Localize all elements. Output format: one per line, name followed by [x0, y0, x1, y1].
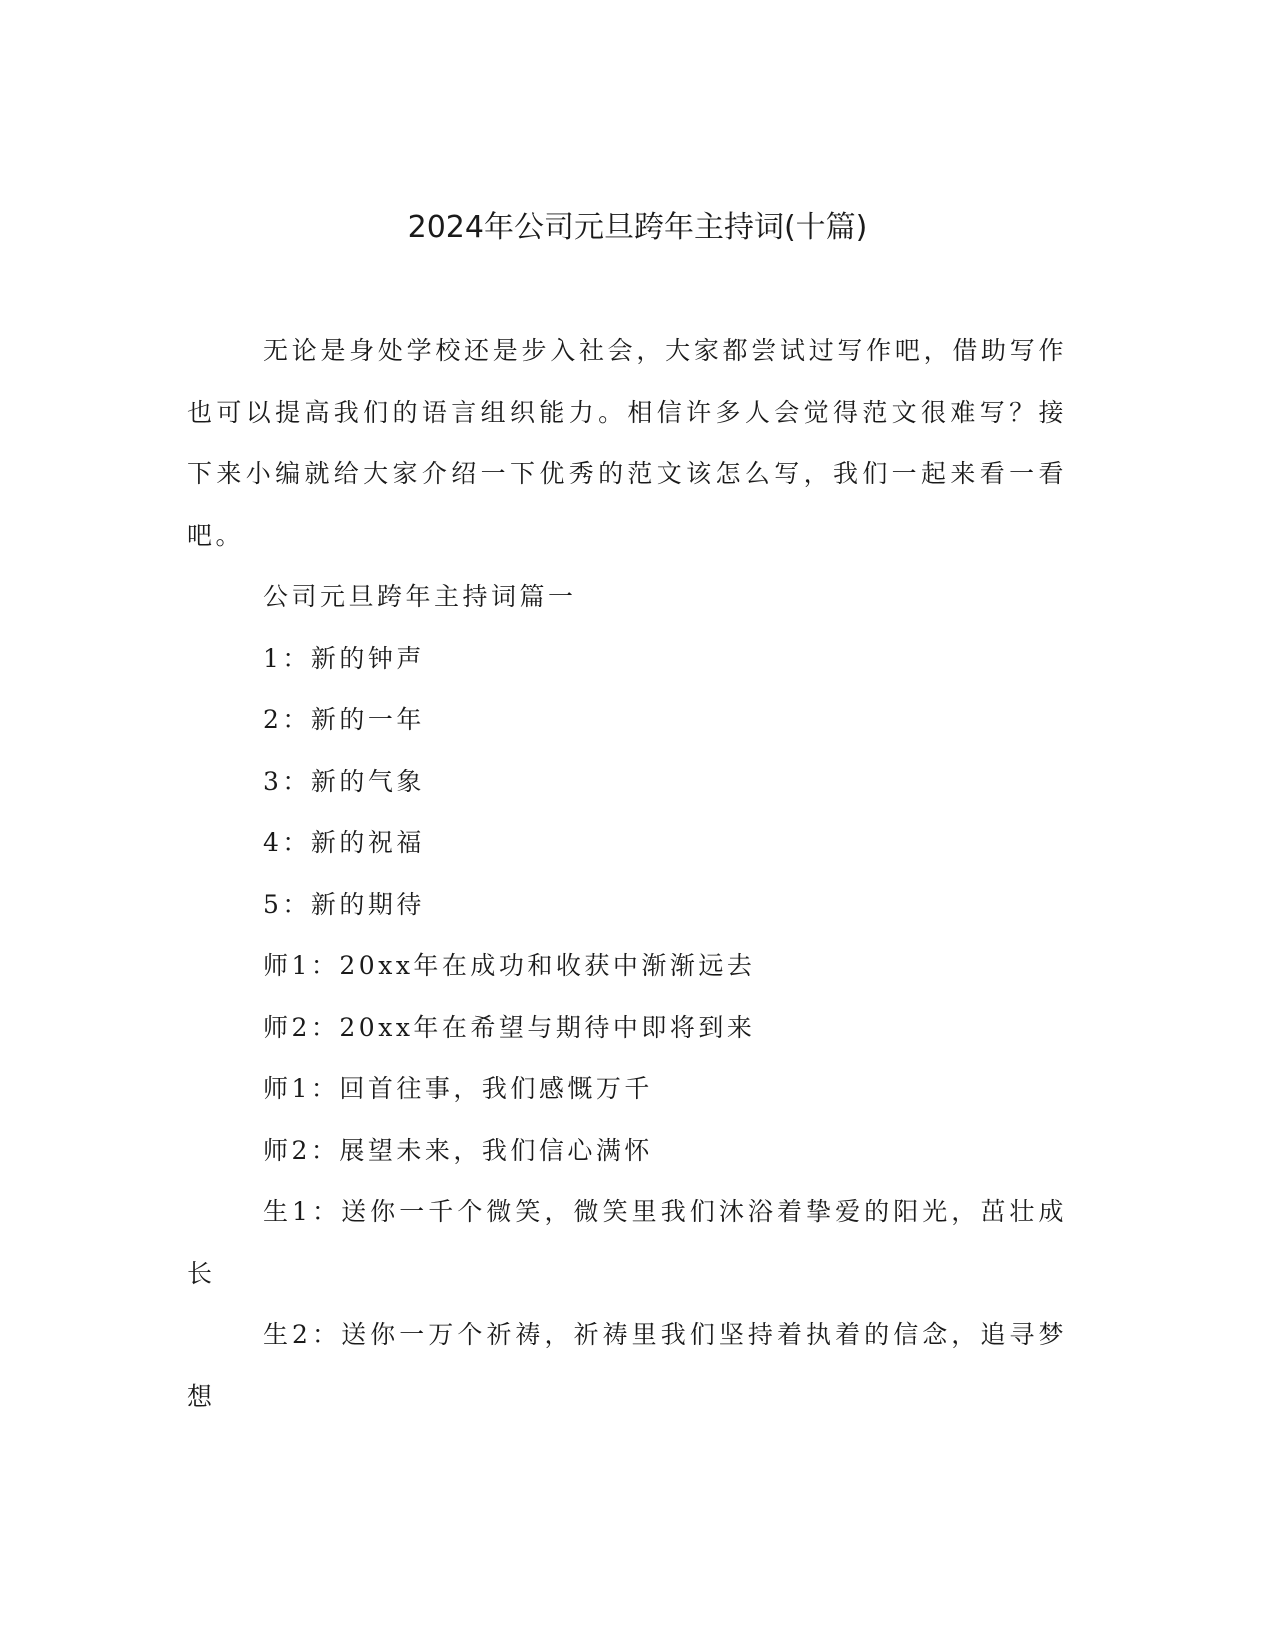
document-title: 2024年公司元旦跨年主持词(十篇) [407, 210, 868, 245]
script-line: 1：新的钟声 [263, 643, 425, 673]
script-line: 3：新的气象 [263, 766, 425, 796]
section-heading: 公司元旦跨年主持词篇一 [263, 582, 577, 611]
script-line: 生2：送你一万个祈祷，祈祷里我们坚持着执着的信念，追寻梦想 [187, 1320, 1067, 1411]
script-line: 师2：20xx年在希望与期待中即将到来 [263, 1012, 756, 1042]
script-line: 生1：送你一千个微笑，微笑里我们沐浴着挚爱的阳光，茁壮成长 [187, 1197, 1067, 1288]
script-line: 师2：展望未来，我们信心满怀 [263, 1135, 653, 1165]
script-line: 5：新的期待 [263, 889, 425, 919]
script-line: 师1：20xx年在成功和收获中渐渐远去 [263, 951, 756, 980]
script-line: 师1：回首往事，我们感慨万千 [263, 1074, 653, 1103]
document-body [187, 320, 1067, 1427]
script-line: 2：新的一年 [263, 705, 425, 734]
script-line: 4：新的祝福 [263, 828, 425, 857]
intro-paragraph: 无论是身处学校还是步入社会，大家都尝试过写作吧，借助写作也可以提高我们的语言组织能力。相信许多人会觉得范文很难写？接下来小编就给大家介绍一下优秀的范文该怎么写，我们一起来看一看吧。 [187, 336, 1067, 550]
